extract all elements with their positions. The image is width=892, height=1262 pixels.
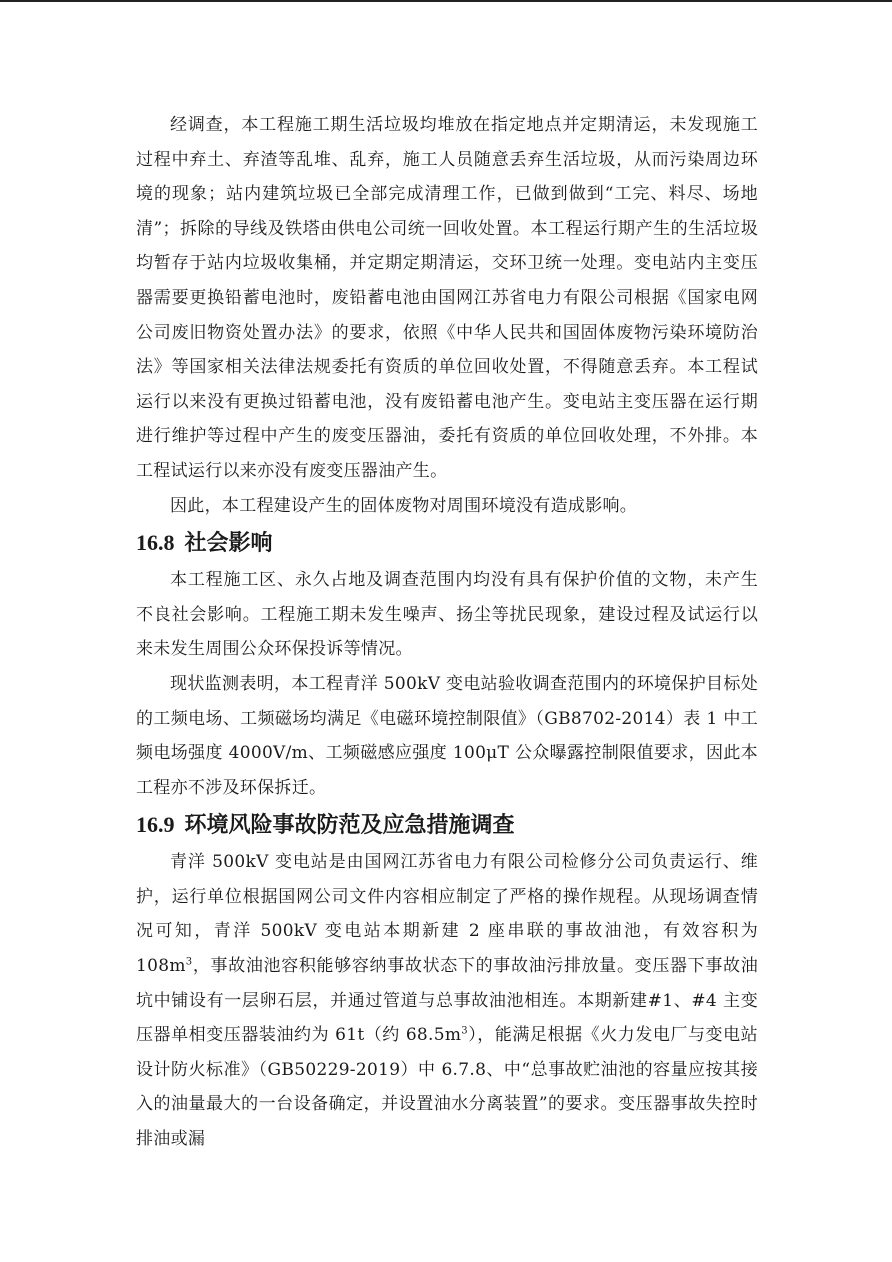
section-heading-16-8 — [136, 523, 758, 563]
paragraph-risk-prevention — [136, 845, 758, 1156]
text-segment: ），能满足根据《火力发电厂与变电站设计防火标准》（GB50229-2019）中 6.7.8、中“总事故贮油池的容量应按其接入的油量最大的一台设备确定，并设置油水分离装置”的要求。变压器事故失控时排油或漏 — [136, 1025, 758, 1150]
section-title: 社会影响 — [184, 530, 273, 557]
section-number: 16.8 — [136, 530, 175, 556]
text-segment: ，事故油池容积能够容纳事故状态下的事故油污排放量。变压器下事故油坑中铺设有一层卵石层，并通过管道与总事故油池相连。本期新建#1、#4 主变压器单相变压器装油约为 61t（约 68.5m — [136, 956, 758, 1046]
section-number: 16.9 — [136, 812, 175, 838]
paragraph-social-impact: 本工程施工区、永久占地及调查范围内均没有具有保护价值的文物，未产生不良社会影响。工程施工期未发生噪声、扬尘等扰民现象，建设过程及试运行以来未发生周围公众环保投诉等情况。 — [136, 570, 758, 660]
document-body — [136, 108, 758, 1157]
section-heading-16-9 — [136, 805, 758, 845]
paragraph-solid-waste-conclusion: 因此，本工程建设产生的固体废物对周围环境没有造成影响。 — [170, 495, 638, 516]
text-segment: 青洋 500kV 变电站是由国网江苏省电力有限公司检修分公司负责运行、维护，运行单位根据国网公司文件内容相应制定了严格的操作规程。从现场调查情况可知，青洋 500kV 变电站本期新建 2 座串联的事故油池，有效容积为 108m — [136, 852, 758, 977]
superscript: 3 — [185, 956, 193, 968]
paragraph-solid-waste: 经调查，本工程施工期生活垃圾均堆放在指定地点并定期清运，未发现施工过程中弃土、弃渣等乱堆、乱弃，施工人员随意丢弃生活垃圾，从而污染周边环境的现象；站内建筑垃圾已全部完成清理工作，已做到做到“工完、料尽、场地清”；拆除的导线及铁塔由供电公司统一回收处置。本工程运行期产生的生活垃圾均暂存于站内垃圾收集桶，并定期定期清运，交环卫统一处理。变电站内主变压器需要更换铅蓄电池时，废铅蓄电池由国网江苏省电力有限公司根据《国家电网公司废旧物资处置办法》的要求，依照《中华人民共和国固体废物污染环境防治法》等国家相关法律法规委托有资质的单位回收处置，不得随意丢弃。本工程试运行以来没有更换过铅蓄电池，没有废铅蓄电池产生。变电站主变压器在运行期进行维护等过程中产生的废变压器油，委托有资质的单位回收处理，不外排。本工程试运行以来亦没有废变压器油产生。 — [136, 115, 758, 481]
paragraph-monitoring: 现状监测表明，本工程青洋 500kV 变电站验收调查范围内的环境保护目标处的工频电场、工频磁场均满足《电磁环境控制限值》（GB8702-2014）表 1 中工频电场强度 4000V/m、工频磁感应强度 100μT 公众曝露控制限值要求，因此本工程亦不涉及环保拆迁。 — [136, 673, 758, 798]
page-top-border — [0, 0, 892, 2]
section-title: 环境风险事故防范及应急措施调查 — [184, 812, 515, 839]
superscript: 3 — [461, 1025, 468, 1037]
